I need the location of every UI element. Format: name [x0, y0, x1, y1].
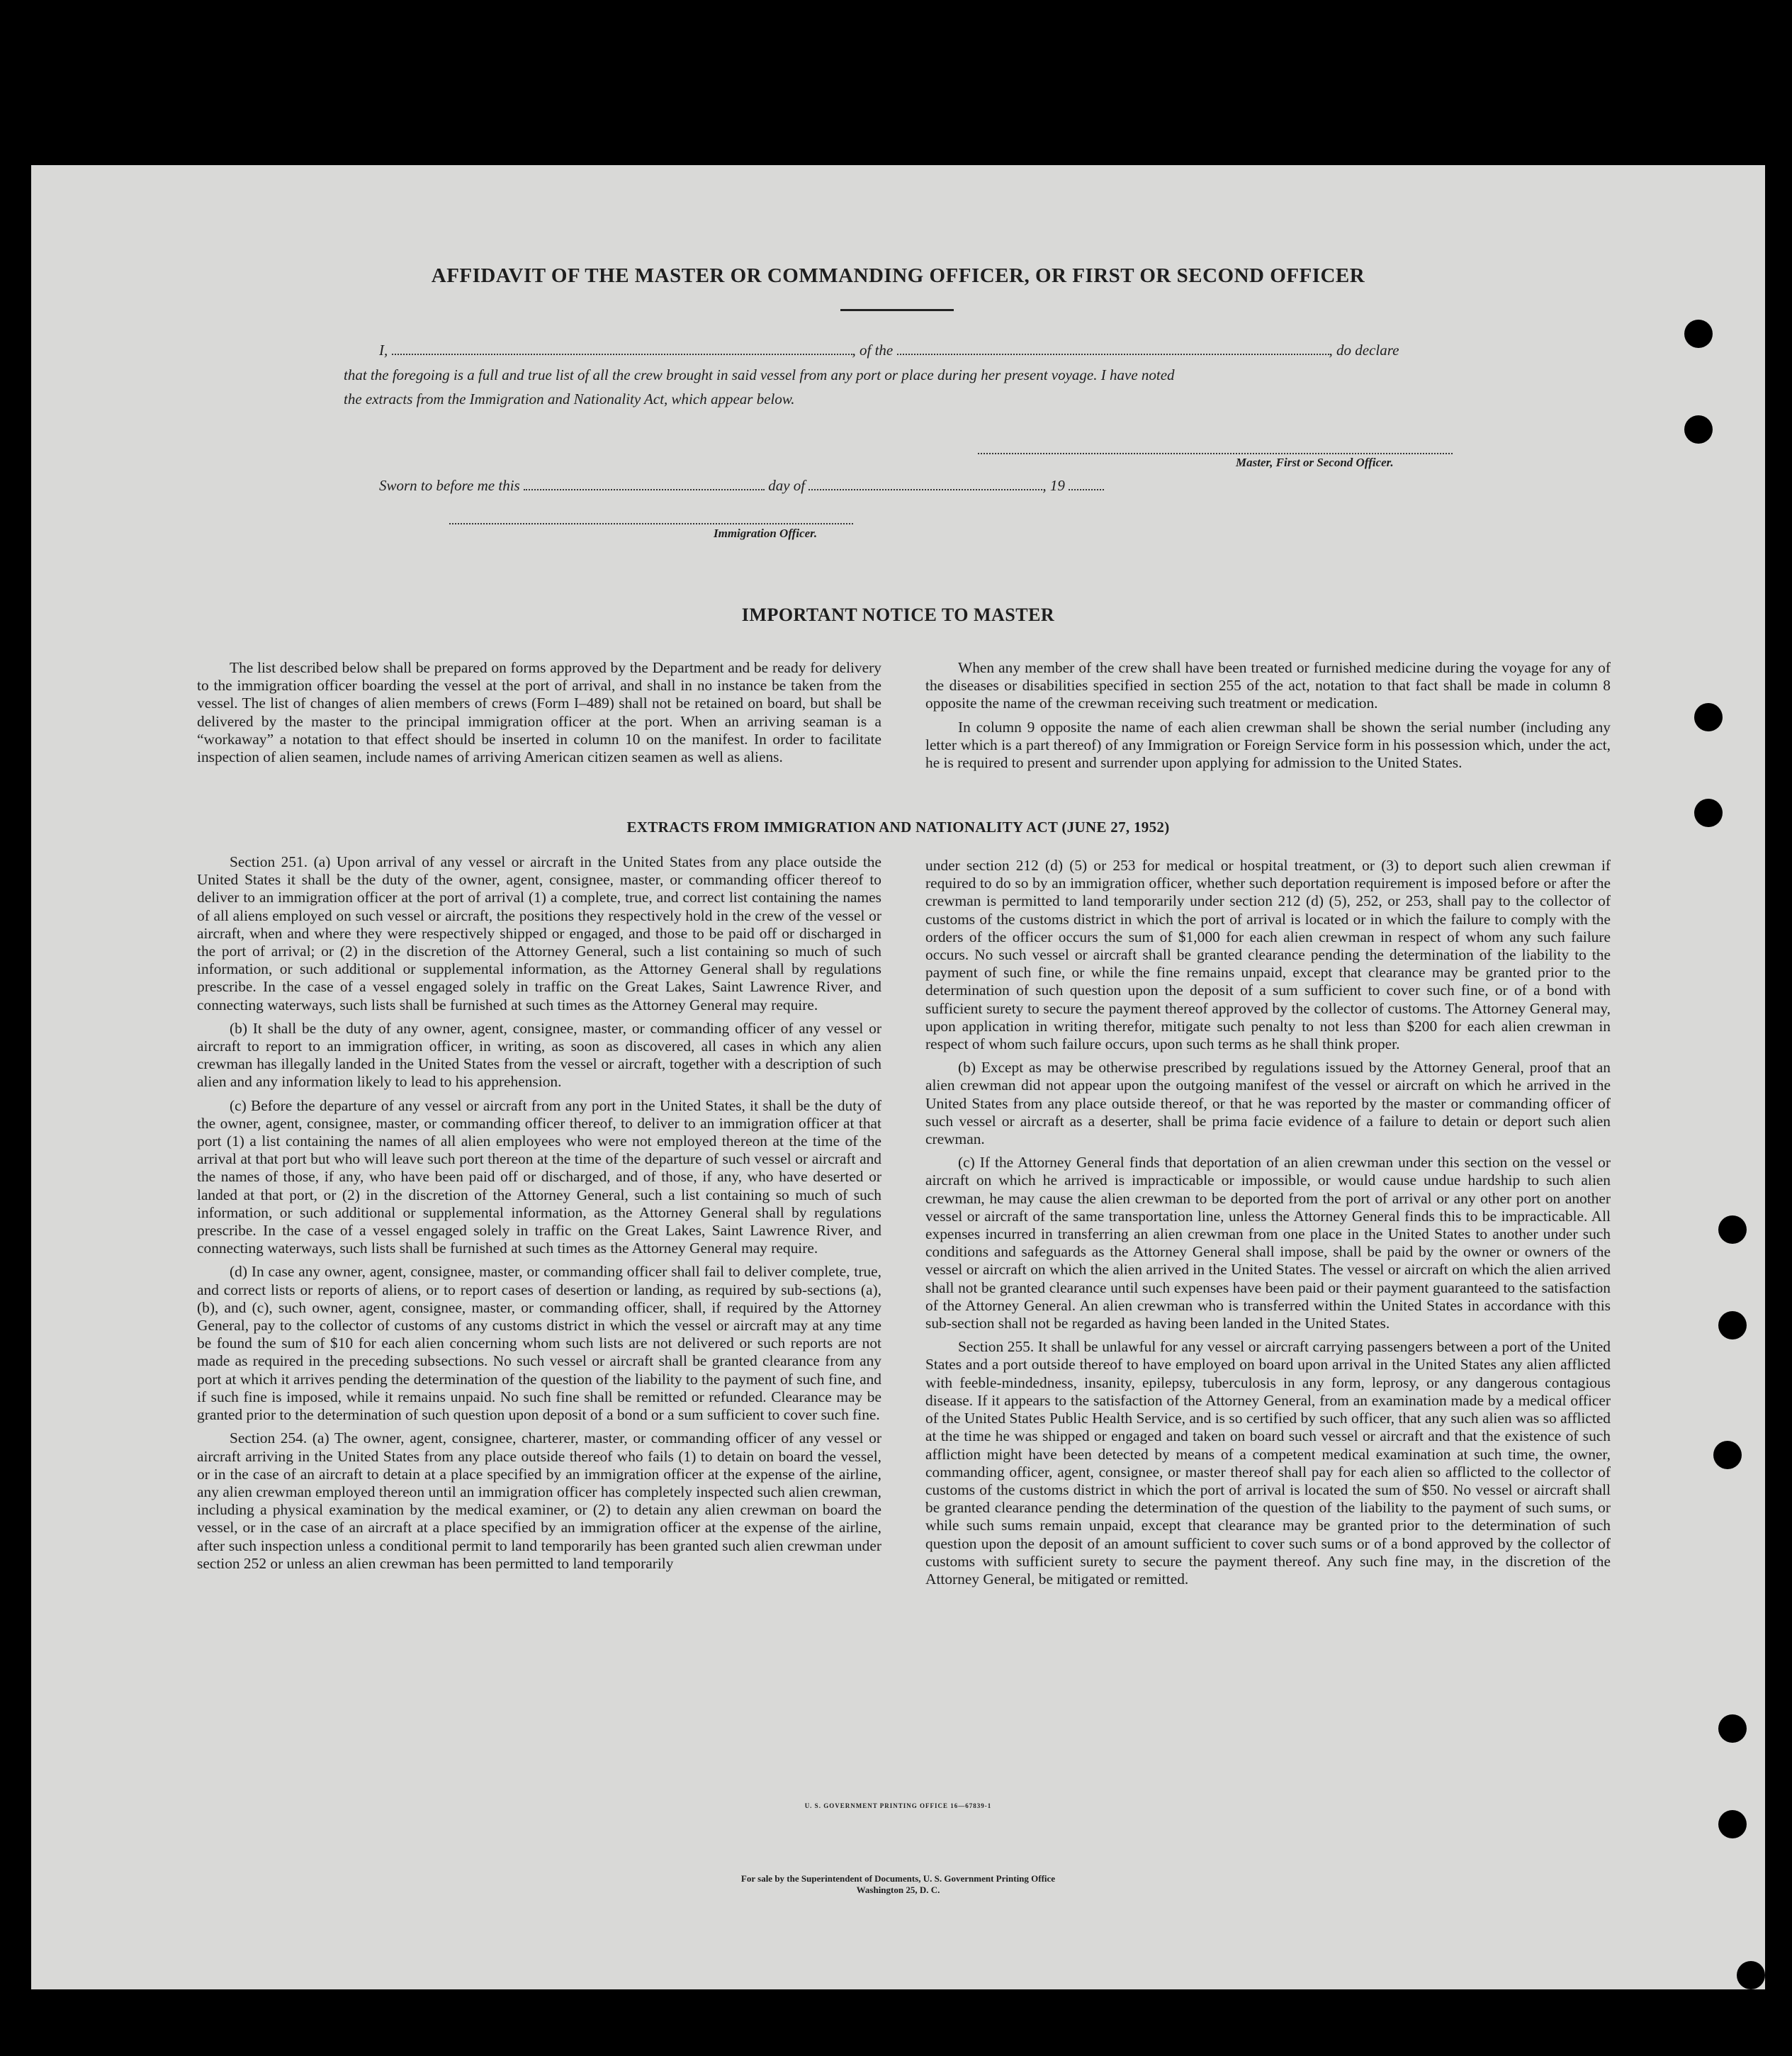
affidavit-title: AFFIDAVIT OF THE MASTER OR COMMANDING OFFICER, OR FIRST OR SECOND OFFICER [431, 264, 1365, 287]
notice-left-column [197, 659, 881, 772]
sale-line-2: Washington 25, D. C. [856, 1884, 940, 1895]
punch-hole [1718, 1714, 1747, 1743]
name-field[interactable] [392, 339, 852, 355]
sworn-line [379, 473, 1229, 498]
day-of-label: day of [768, 477, 806, 494]
officer-signature-line[interactable] [449, 523, 853, 524]
section-251-d: (d) In case any owner, agent, consignee, master, or commanding officer shall fail to deliver complete, true, and correct lists or reports of aliens, or to report cases of desertion or landing, as required by sub-sections (a), (b), and (c), such owner, agent, consignee, master, or commanding officer, shall, if required by the Attorney General, pay to the collector of customs of any customs district in which the vessel or aircraft may at any time be found the sum of $10 for each alien concerning whom such lists are not delivered or such reports are not made as required in the preceding subsections. No such vessel or aircraft shall be granted clearance from any port at which it arrives pending the determination of the question of the liability to the payment of such fine, and if such fine is imposed, while it remains unpaid. No such fine shall be remitted or refunded. Clearance may be granted prior to the determination of such question upon deposit of a bond or a sum sufficient to cover such fine. [197, 1263, 881, 1424]
declaration-line [379, 338, 1489, 362]
extracts-left-column [197, 853, 881, 1578]
notice-right-paragraph-2: In column 9 opposite the name of each alien crewman shall be shown the serial number (including any letter which is a part thereof) of any Immigration or Foreign Service form in his possession which, under the act, he is required to present and surrender upon applying for admission to the United States. [925, 718, 1611, 772]
sale-notice [31, 1873, 1765, 1896]
do-declare-label: , do declare [1329, 342, 1399, 359]
vessel-field[interactable] [897, 339, 1329, 355]
punch-hole [1684, 415, 1713, 444]
section-251-b: (b) It shall be the duty of any owner, agent, consignee, master, or commanding officer of any vessel or aircraft to report to an immigration officer, in writing, as soon as discovered, all cases in which any alien crewman has illegally landed in the United States from the vessel or aircraft, together with a description of such alien and any information likely to lead to his apprehension. [197, 1019, 881, 1091]
section-251-c: (c) Before the departure of any vessel or aircraft from any port in the United States, it shall be the duty of the owner, agent, consignee, master, or commanding officer thereof, to deliver to an immigration officer at that port (1) a list containing the names of all alien employees who were not employed thereon at the time of the arrival at that port but who will leave such port thereon at the time of the departure of such vessel or aircraft and the names of those, if any, who have been paid off or discharged, and of those, if any, who have deserted or landed at that port, or (2) in the discretion of the Attorney General, such a list containing so much of such information, or such additional or supplemental information, as the Attorney General shall by regulations prescribe. In the case of a vessel engaged solely in traffic on the Great Lakes, Saint Lawrence River, and connecting waterways, such lists shall be furnished at such times as the Attorney General may require. [197, 1096, 881, 1257]
punch-hole [1718, 1810, 1747, 1838]
punch-hole [1718, 1215, 1747, 1244]
punch-hole [1737, 1961, 1765, 1989]
sworn-day-field[interactable] [524, 475, 765, 490]
year-prefix: , 19 [1042, 477, 1065, 494]
punch-hole [1694, 799, 1723, 827]
of-the-label: , of the [852, 342, 894, 359]
punch-hole [1718, 1311, 1747, 1339]
punch-hole [1713, 1441, 1742, 1469]
officer-caption: Immigration Officer. [714, 527, 818, 540]
section-254-b: (b) Except as may be otherwise prescribed by regulations issued by the Attorney General, proof that an alien crewman did not appear upon the outgoing manifest of the vessel or aircraft on which he arrived in the United States from any place outside thereof, or that he was reported by the master or commanding officer of such vessel or aircraft as a deserter, shall be prima facie evidence of a failure to detain or deport such alien crewman. [925, 1059, 1611, 1148]
punch-hole [1694, 703, 1723, 731]
punch-hole [1684, 320, 1713, 348]
master-signature-line[interactable] [978, 453, 1453, 454]
printing-office-imprint: U. S. GOVERNMENT PRINTING OFFICE 16—67839-1 [804, 1802, 992, 1809]
sale-line-1: For sale by the Superintendent of Documents, U. S. Government Printing Office [740, 1873, 1056, 1884]
notice-left-paragraph: The list described below shall be prepared on forms approved by the Department and be ready for delivery to the immigration officer boarding the vessel at the port of arrival, and shall in no instance be taken from the vessel. The list of changes of alien members of crews (Form I–489) shall not be retained on board, but shall be delivered by the master to the principal immigration officer at the port. When an arriving seaman is a “workaway” a notation to that effect should be inserted in column 10 on the manifest. In order to facilitate inspection of alien seamen, include names of arriving American citizen seamen as well as aliens. [197, 659, 881, 766]
sworn-year-field[interactable] [1069, 475, 1104, 490]
i-label: I, [379, 342, 388, 359]
section-254-a: Section 254. (a) The owner, agent, consignee, charterer, master, or commanding officer of any vessel or aircraft arriving in the United States from any place outside thereof who fails (1) to detain on board the vessel, or in the case of an aircraft to detain at a place specified by an immigration officer at the expense of the airline, any alien crewman employed thereon until an immigration officer has completely inspected such alien crewman, including a physical examination by the medical examiner, or (2) to detain any alien crewman on board the vessel, or in the case of an aircraft at a place specified by an immigration officer at the expense of the airline, after such inspection unless a conditional permit to land temporarily has been granted such alien crewman under section 252 or unless an alien crewman has been permitted to land temporarily [197, 1429, 881, 1572]
statement-line-2: the extracts from the Immigration and Nationality Act, which appear below. [344, 391, 795, 408]
extracts-heading: EXTRACTS FROM IMMIGRATION AND NATIONALITY ACT (JUNE 27, 1952) [626, 819, 1170, 836]
title-underline [840, 309, 954, 311]
sworn-label: Sworn to before me this [379, 477, 520, 494]
sworn-month-field[interactable] [808, 475, 1042, 490]
section-254-a-continued: under section 212 (d) (5) or 253 for medical or hospital treatment, or (3) to deport such alien crewman if required to do so by an immigration officer, whether such deportation requirement is imposed before or after the crewman is permitted to land temporarily under section 212 (d) (5), 252, or 253, shall pay to the collector of customs of the customs district in which the port of arrival is located or in which the failure to comply with the orders of the officer occurs the sum of $1,000 for each alien crewman in respect of whom any such failure occurs. No such vessel or aircraft shall be granted clearance pending the determination of the liability to the payment of such fine, or while the fine remains unpaid, except that clearance may be granted prior to the determination of such question upon the deposit of a sum sufficient to cover such fine, or of a bond with sufficient surety to secure the payment thereof approved by the collector of customs. The Attorney General may, upon application in writing therefor, mitigate such penalty to not less than $200 for each alien crewman in respect of whom such failure occurs, upon such terms as he shall think proper. [925, 857, 1611, 1053]
extracts-right-column [925, 857, 1611, 1594]
section-255: Section 255. It shall be unlawful for any vessel or aircraft carrying passengers between a port of the United States and a port outside thereof to have employed on board upon arrival in the United States any alien afflicted with feeble-mindedness, insanity, epilepsy, tuberculosis in any form, leprosy, or any dangerous contagious disease. If it appears to the satisfaction of the Attorney General, from an examination made by a medical officer of the United States Public Health Service, and is so certified by such officer, that any such alien was so afflicted at the time he was shipped or engaged and taken on board such vessel or aircraft and that the existence of such affliction might have been detected by means of a competent medical examination at such time, the owner, commanding officer, agent, consignee, or master thereof shall pay for each alien so afflicted to the collector of customs of the customs district in which the port of arrival is located the sum of $50. No vessel or aircraft shall be granted clearance pending the determination of the question of the liability to the payment of such sums, or while such sums remain unpaid, except that clearance may be granted prior to the determination of such question upon the deposit of an amount sufficient to cover such sums or of a bond approved by the collector of customs with sufficient surety to secure the payment thereof. Any such fine may, in the discretion of the Attorney General, be mitigated or remitted. [925, 1338, 1611, 1588]
statement-line-1: that the foregoing is a full and true list of all the crew brought in said vessel from any port or place during her present voyage. I have noted [344, 366, 1175, 383]
notice-right-paragraph-1: When any member of the crew shall have been treated or furnished medicine during the voyage for any of the diseases or disabilities specified in section 255 of the act, notation to that fact shall be made in column 8 opposite the name of the crewman receiving such treatment or medication. [925, 659, 1611, 712]
master-caption: Master, First or Second Officer. [1236, 456, 1394, 469]
section-251-a: Section 251. (a) Upon arrival of any vessel or aircraft in the United States from any place outside the United States it shall be the duty of the owner, agent, consignee, master, or commanding officer thereof to deliver to an immigration officer at the port of arrival (1) a complete, true, and correct list containing the names of all aliens employed on such vessel or aircraft, the positions they respectively hold in the crew of the vessel or aircraft, when and where they were respectively shipped or engaged, and those to be paid off or discharged in the port of arrival; or (2) in the discretion of the Attorney General, such a list containing so much of such information, or such additional or supplemental information, as the Attorney General shall by regulations prescribe. In the case of a vessel engaged solely in traffic on the Great Lakes, Saint Lawrence River, and connecting waterways, such lists shall be furnished at such times as the Attorney General may require. [197, 853, 881, 1013]
notice-right-column [925, 659, 1611, 777]
form-page [31, 165, 1765, 1989]
section-254-c: (c) If the Attorney General finds that deportation of an alien crewman under this section on the vessel or aircraft on which he arrived is impracticable or impossible, or would cause undue hardship to such alien crewman, he may cause the alien crewman to be deported from the port of arrival or any other port on another vessel or aircraft of the same transportation line, unless the Attorney General finds this to be impracticable. All expenses incurred in transferring an alien crewman from one place in the United States to another under such conditions and safeguards as the Attorney General shall impose, shall be paid by the owner or owners of the vessel or aircraft on which the alien arrived in the United States. The vessel or aircraft on which the alien arrived shall not be granted clearance until such expenses have been paid or their payment guaranteed to the satisfaction of the Attorney General. An alien crewman who is transferred within the United States in accordance with this sub-section shall not be regarded as having been landed in the United States. [925, 1154, 1611, 1332]
notice-title: IMPORTANT NOTICE TO MASTER [741, 605, 1055, 625]
